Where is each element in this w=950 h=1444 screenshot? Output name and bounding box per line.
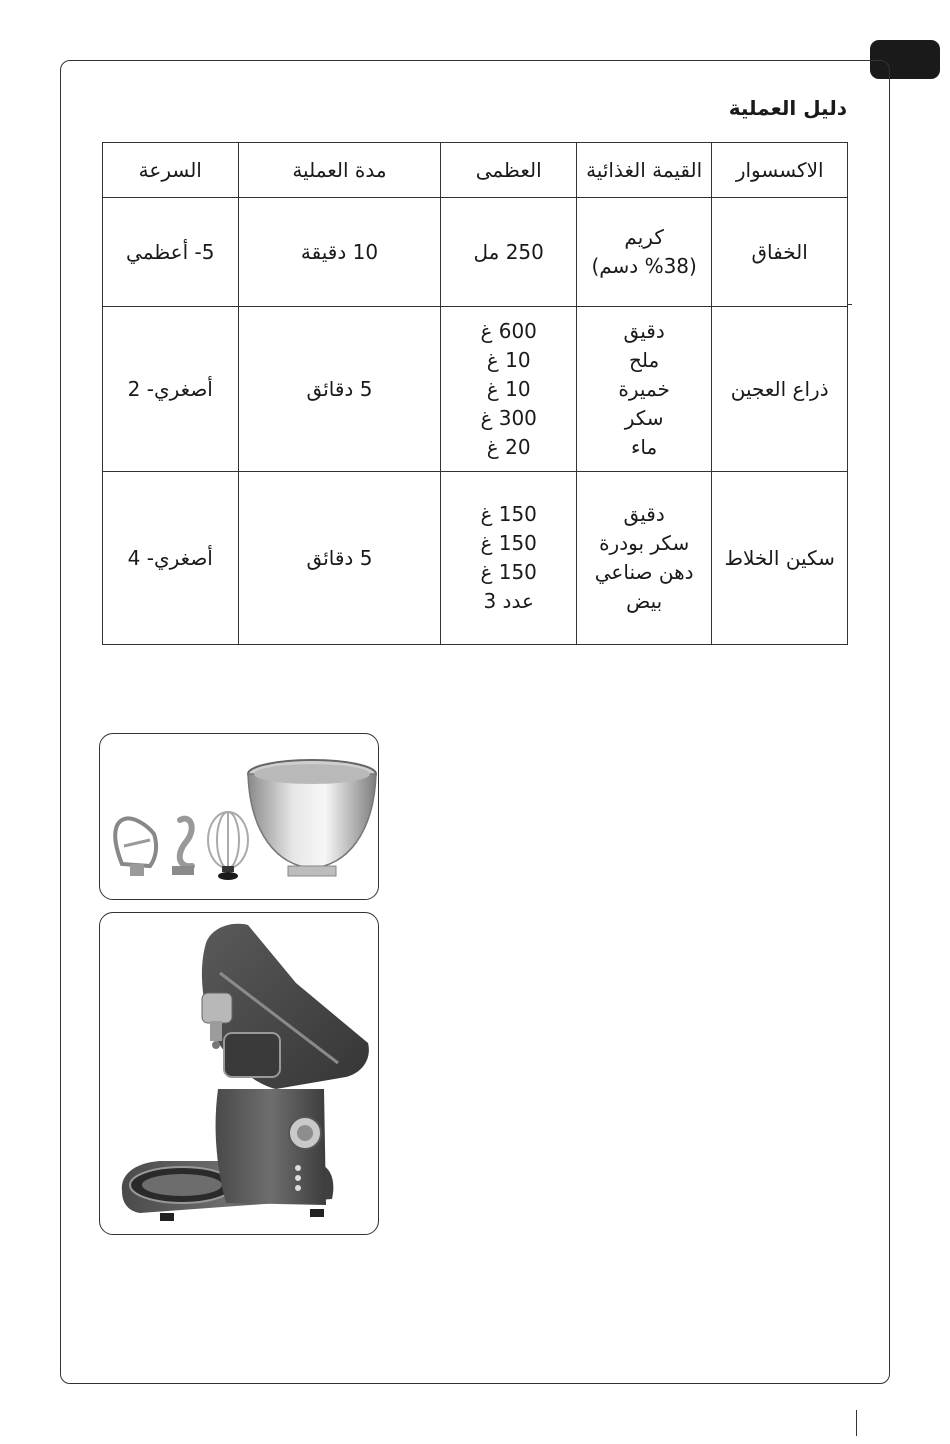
accessories-illustration [100,734,377,898]
table-row [103,472,848,645]
nutrition-line: دقيق [623,318,665,343]
stand-mixer-illustration [100,913,377,1233]
nutrition-line: كريم [624,225,664,249]
cell-speed: أصغري- 4 [103,472,239,645]
page-title: دليل العملية [728,96,847,120]
mixer-head [202,924,369,1089]
nutrition-line: بيض [626,589,663,613]
cell-max [441,472,576,645]
cell-duration: 5 دقائق [238,307,441,472]
max-line: عدد 3 [483,589,534,613]
nutrition-line: ماء [631,434,658,459]
cell-nutrition [576,307,711,472]
page-number-rule [856,1410,857,1436]
header-speed: السرعة [103,143,239,198]
table-header-row [103,143,848,198]
max-line: 150 غ [480,531,537,555]
header-duration: مدة العملية [238,143,441,198]
max-line: 150 غ [480,502,537,526]
dough-hook-icon [172,819,194,875]
max-line: 300 غ [480,405,537,430]
cell-duration: 5 دقائق [238,472,441,645]
nutrition-line: دقيق [623,502,665,526]
table-row [103,307,848,472]
cell-max [441,307,576,472]
max-line: 20 غ [486,434,531,459]
table-edge-mark [848,304,852,305]
max-line: 10 غ [486,376,531,401]
mixer-column [216,1089,326,1205]
cell-accessory: سكين الخلاط [712,472,848,645]
max-line: 250 مل [473,239,544,264]
nutrition-line: خميرة [618,376,670,401]
cell-max [441,198,576,307]
header-max: العظمى [441,143,576,198]
operation-guide-table [102,142,848,645]
cell-speed: أصغري- 2 [103,307,239,472]
cell-duration: 10 دقيقة [238,198,441,307]
nutrition-line: دهن صناعي [594,560,694,584]
mixing-bowl-icon [248,760,376,876]
nutrition-line: سكر بودرة [599,531,690,555]
cell-speed: 5- أعظمي [103,198,239,307]
balloon-whisk-icon [208,812,248,880]
flat-beater-icon [115,818,156,876]
max-line: 10 غ [486,347,531,372]
cell-accessory: الخفاق [712,198,848,307]
cell-nutrition [576,472,711,645]
stand-mixer-photo [99,912,379,1235]
max-line: 150 غ [480,560,537,584]
accessories-photo [99,733,379,900]
nutrition-line: سكر [624,405,664,430]
header-accessory: الاكسسوار [712,143,848,198]
cell-accessory: ذراع العجين [712,307,848,472]
header-nutrition: القيمة الغذائية [576,143,711,198]
nutrition-line: (%38 دسم) [591,254,697,278]
nutrition-line: ملح [629,347,660,372]
max-line: 600 غ [480,318,537,343]
table-row [103,198,848,307]
cell-nutrition [576,198,711,307]
